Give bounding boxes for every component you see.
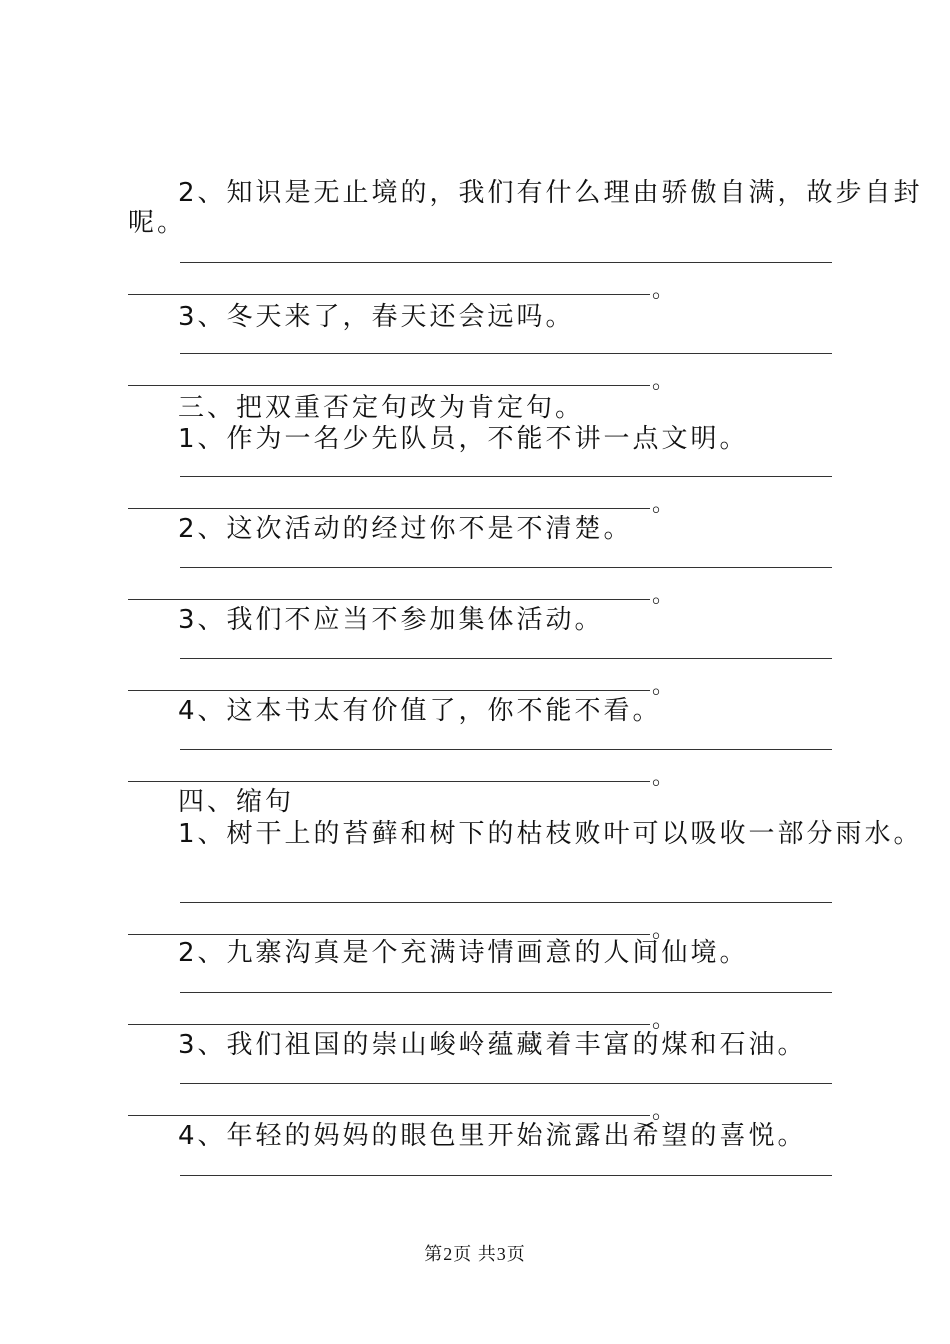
- period-mark: 。: [652, 369, 675, 394]
- answer-line: [180, 749, 832, 750]
- answer-line: [128, 781, 650, 782]
- answer-line: [180, 992, 832, 993]
- question-text: 4、年轻的妈妈的眼色里开始流露出希望的喜悦。: [178, 1121, 807, 1151]
- period-mark: 。: [652, 1008, 675, 1033]
- answer-line: [128, 690, 650, 691]
- question-text: 2、这次活动的经过你不是不清楚。: [178, 514, 633, 544]
- answer-line: [128, 385, 650, 386]
- answer-line: [128, 1024, 650, 1025]
- answer-line: [128, 508, 650, 509]
- answer-line: [180, 1175, 832, 1176]
- answer-line: [180, 567, 832, 568]
- answer-line: [180, 353, 832, 354]
- period-mark: 。: [652, 1099, 675, 1124]
- question-text-continued: 呢。: [128, 208, 187, 238]
- period-mark: 。: [652, 583, 675, 608]
- answer-line: [128, 1115, 650, 1116]
- question-text: 3、我们不应当不参加集体活动。: [178, 605, 604, 635]
- page-footer: 第2页 共3页: [424, 1244, 526, 1264]
- question-text: 1、树干上的苔藓和树下的枯枝败叶可以吸收一部分雨水。: [178, 819, 923, 849]
- period-mark: 。: [652, 918, 675, 943]
- question-text: 3、冬天来了，春天还会远吗。: [178, 302, 575, 332]
- question-text: 4、这本书太有价值了，你不能不看。: [178, 696, 662, 726]
- question-text: 2、九寨沟真是个充满诗情画意的人间仙境。: [178, 938, 749, 968]
- question-text: 2、知识是无止境的，我们有什么理由骄傲自满，故步自封: [178, 178, 923, 208]
- question-text: 1、作为一名少先队员，不能不讲一点文明。: [178, 424, 749, 454]
- answer-line: [180, 1083, 832, 1084]
- period-mark: 。: [652, 278, 675, 303]
- answer-line: [180, 658, 832, 659]
- period-mark: 。: [652, 492, 675, 517]
- answer-line: [128, 599, 650, 600]
- section-title: 三、把双重否定句改为肯定句。: [178, 393, 585, 423]
- section-title: 四、缩句: [178, 787, 295, 817]
- question-text: 3、我们祖国的崇山峻岭蕴藏着丰富的煤和石油。: [178, 1030, 807, 1060]
- period-mark: 。: [652, 765, 675, 790]
- answer-line: [180, 262, 832, 263]
- answer-line: [128, 934, 650, 935]
- answer-line: [180, 902, 832, 903]
- period-mark: 。: [652, 674, 675, 699]
- answer-line: [128, 294, 650, 295]
- answer-line: [180, 476, 832, 477]
